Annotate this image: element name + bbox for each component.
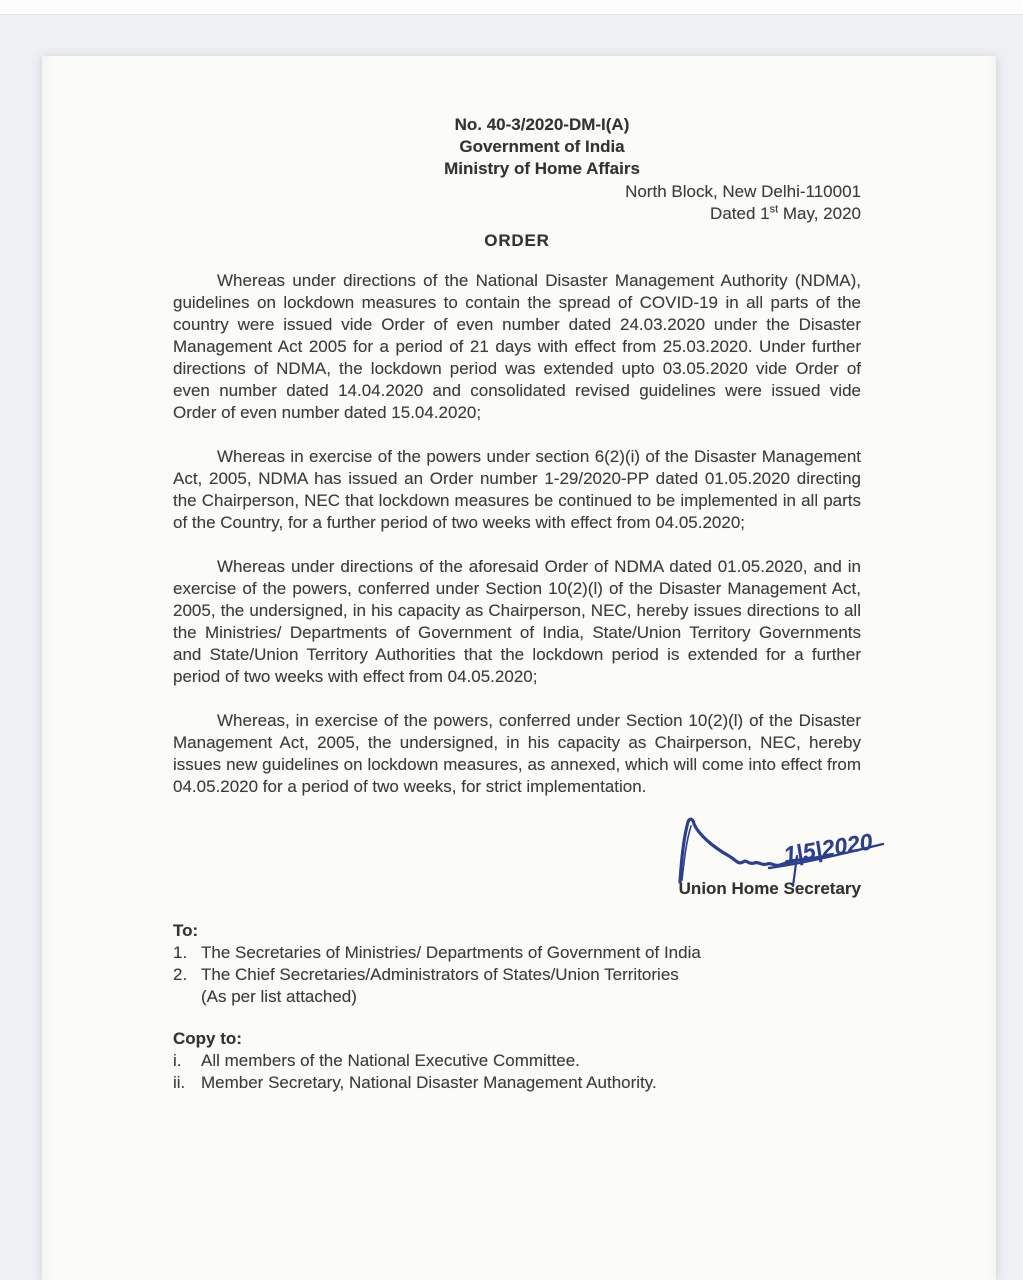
- paragraph-whereas-2: Whereas in exercise of the powers under section 6(2)(i) of the Disaster Management Act, 2005, NDMA has issued an Order number 1-29/2020-PP dated 01.05.2020 directing the Chairperson, NEC that lockdown measures be continued to be implemented in all parts of the Country, for a further period of two weeks with effect from 04.05.2020;: [173, 447, 861, 532]
- to-item-1: [173, 942, 861, 964]
- document-content: [173, 114, 875, 1094]
- address-date-block: [173, 181, 861, 225]
- to-item-2-number: 2.: [173, 965, 188, 984]
- signature-scribble: [669, 816, 887, 888]
- signatory-title: Union Home Secretary: [678, 879, 861, 898]
- copy-item-1: [173, 1050, 861, 1072]
- to-section: [173, 920, 861, 1008]
- document-page: [42, 56, 996, 1280]
- signature-block: [173, 816, 875, 900]
- order-heading: ORDER: [484, 231, 550, 250]
- paragraph-whereas-3: Whereas under directions of the aforesaid Order of NDMA dated 01.05.2020, and in exercise of the powers, conferred under Section 10(2)(l) of the Disaster Management Act, 2005, the undersigned, in his capacity as Chairperson, NEC, hereby issues directions to all the Ministries/ Departments of Government of India, State/Union Territory Governments and State/Union Territory Authorities that the lockdown period is extended for a further period of two weeks with effect from 04.05.2020;: [173, 557, 861, 686]
- to-item-1-number: 1.: [173, 943, 188, 962]
- to-label: To:: [173, 921, 199, 940]
- copy-item-2-text: Member Secretary, National Disaster Management Authority.: [201, 1073, 657, 1092]
- scan-top-strip: [0, 0, 1023, 15]
- to-item-1-text: The Secretaries of Ministries/ Departments of Government of India: [201, 943, 701, 962]
- to-item-2-text: The Chief Secretaries/Administrators of States/Union Territories: [201, 965, 679, 984]
- signature-date-handwritten: 1|5|2020: [781, 828, 875, 868]
- paragraph-whereas-4: Whereas, in exercise of the powers, conferred under Section 10(2)(l) of the Disaster Management Act, 2005, the undersigned, in his capacity as Chairperson, NEC, hereby issues new guidelines on lockdown measures, as annexed, which will come into effect from 04.05.2020 for a period of two weeks, for strict implementation.: [173, 711, 861, 796]
- reference-number: No. 40-3/2020-DM-I(A): [454, 115, 630, 134]
- to-item-2: [173, 964, 861, 986]
- copy-item-2-number: ii.: [173, 1073, 186, 1092]
- ministry-name: Ministry of Home Affairs: [444, 159, 640, 178]
- copy-item-2: [173, 1072, 861, 1094]
- to-attachment-note: (As per list attached): [201, 987, 357, 1006]
- paragraph-whereas-1: Whereas under directions of the National Disaster Management Authority (NDMA), guidelines on lockdown measures to contain the spread of COVID-19 in all parts of the country were issued vide Order of even number dated 24.03.2020 under the Disaster Management Act 2005 for a period of 21 days with effect from 25.03.2020. Under further directions of NDMA, the lockdown period was extended upto 03.05.2020 vide Order of even number dated 14.04.2020 and consolidated revised guidelines were issued vide Order of even number dated 15.04.2020;: [173, 271, 861, 422]
- copy-to-label: Copy to:: [173, 1029, 242, 1048]
- document-date: Dated 1st May, 2020: [710, 203, 861, 223]
- copy-item-1-text: All members of the National Executive Committee.: [201, 1051, 580, 1070]
- copy-to-section: [173, 1028, 861, 1094]
- office-address: North Block, New Delhi-110001: [625, 182, 861, 201]
- org-name: Government of India: [459, 137, 625, 156]
- letterhead: [223, 114, 861, 180]
- copy-item-1-number: i.: [173, 1051, 182, 1070]
